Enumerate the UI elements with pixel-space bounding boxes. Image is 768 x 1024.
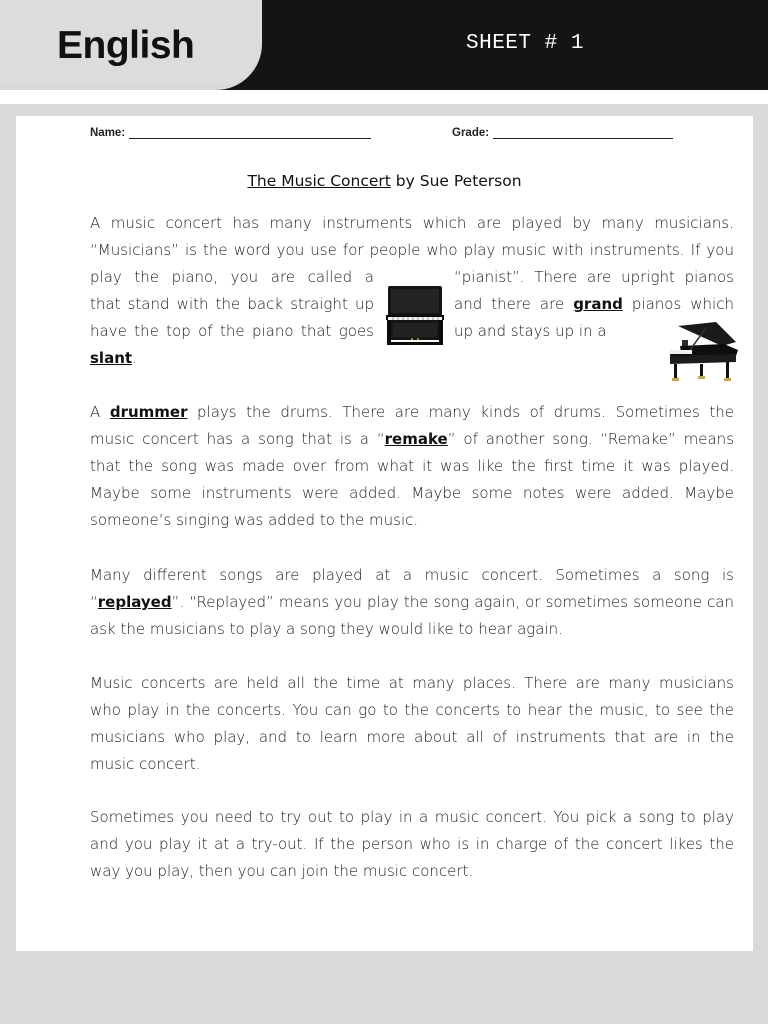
p2-line-2: music concert has a song that is a “remake” of another song. “Remake” means [90, 430, 735, 448]
keyword-drummer: drummer [109, 403, 188, 421]
paragraph-2 [90, 399, 734, 534]
p2-line-3: that the song was made over from what it was like the first time it was played. [90, 457, 734, 475]
paragraph-1-left [90, 264, 374, 372]
keyword-slant: slant [90, 349, 133, 367]
p4-line-2: who play in the concerts. You can go to the concerts to hear the music, to see the [90, 701, 734, 719]
keyword-remake: remake [384, 430, 448, 448]
p5-line-3: way you play, then you can join the music concert. [90, 862, 474, 880]
p4-line-1: Music concerts are held all the time at many places. There are many musicians [90, 674, 734, 692]
p3-line-2: “replayed”. “Replayed” means you play the song again, or sometimes someone can [90, 593, 734, 611]
story-title-main: The Music Concert [247, 172, 391, 190]
grade-line[interactable] [493, 127, 673, 139]
name-label: Name: [90, 127, 126, 139]
grand-piano-image [666, 320, 740, 384]
p1-line-4b: and there are grand pianos which [454, 295, 734, 313]
p1-line-6: slant. [90, 349, 137, 367]
story-title [16, 172, 753, 190]
grade-field[interactable] [452, 127, 673, 139]
paragraph-3 [90, 562, 734, 643]
upright-piano-image [385, 284, 445, 346]
p2-line-4: Maybe some instruments were added. Maybe some notes were added. Maybe [90, 484, 734, 502]
sheet-number: SHEET # 1 [466, 32, 584, 55]
p5-line-1: Sometimes you need to try out to play in a music concert. You pick a song to play [90, 808, 734, 826]
name-line[interactable] [129, 127, 371, 139]
p5-line-2: and you play it at a try-out. If the person who is in charge of the concert likes the [90, 835, 734, 853]
story-byline: by Sue Peterson [395, 172, 522, 190]
name-field[interactable] [90, 127, 371, 139]
header-bar [0, 0, 768, 90]
p1-line-2: “Musicians” is the word you use for people who play music with instruments. If you [90, 241, 734, 259]
p1-line-5a: have the top of the piano that goes [90, 322, 374, 340]
p1-line-3b: “pianist”. There are upright pianos [454, 268, 734, 286]
paragraph-1 [90, 210, 734, 264]
p4-line-4: music concert. [90, 755, 201, 773]
p4-line-3: musicians who play, and to learn more about all of instruments that are in the [90, 728, 734, 746]
p3-line-1: Many different songs are played at a music concert. Sometimes a song is [90, 566, 734, 584]
p2-line-5: someone’s singing was added to the music. [90, 511, 419, 529]
p1-line-1: A music concert has many instruments which are played by many musicians. [90, 214, 734, 232]
header-divider [0, 90, 768, 104]
grade-label: Grade: [452, 127, 490, 139]
p1-line-5b: up and stays up in a [454, 322, 607, 340]
p1-line-4a: that stand with the back straight up [90, 295, 374, 313]
p1-line-3a: play the piano, you are called a [90, 268, 374, 286]
p3-line-3: ask the musicians to play a song they would like to hear again. [90, 620, 563, 638]
paragraph-5 [90, 804, 734, 885]
worksheet [16, 116, 753, 951]
keyword-grand: grand [573, 295, 623, 313]
p2-line-1: A drummer plays the drums. There are many kinds of drums. Sometimes the [90, 403, 734, 421]
keyword-replayed: replayed [97, 593, 172, 611]
subject-title: English [57, 24, 195, 67]
paragraph-4 [90, 670, 734, 778]
